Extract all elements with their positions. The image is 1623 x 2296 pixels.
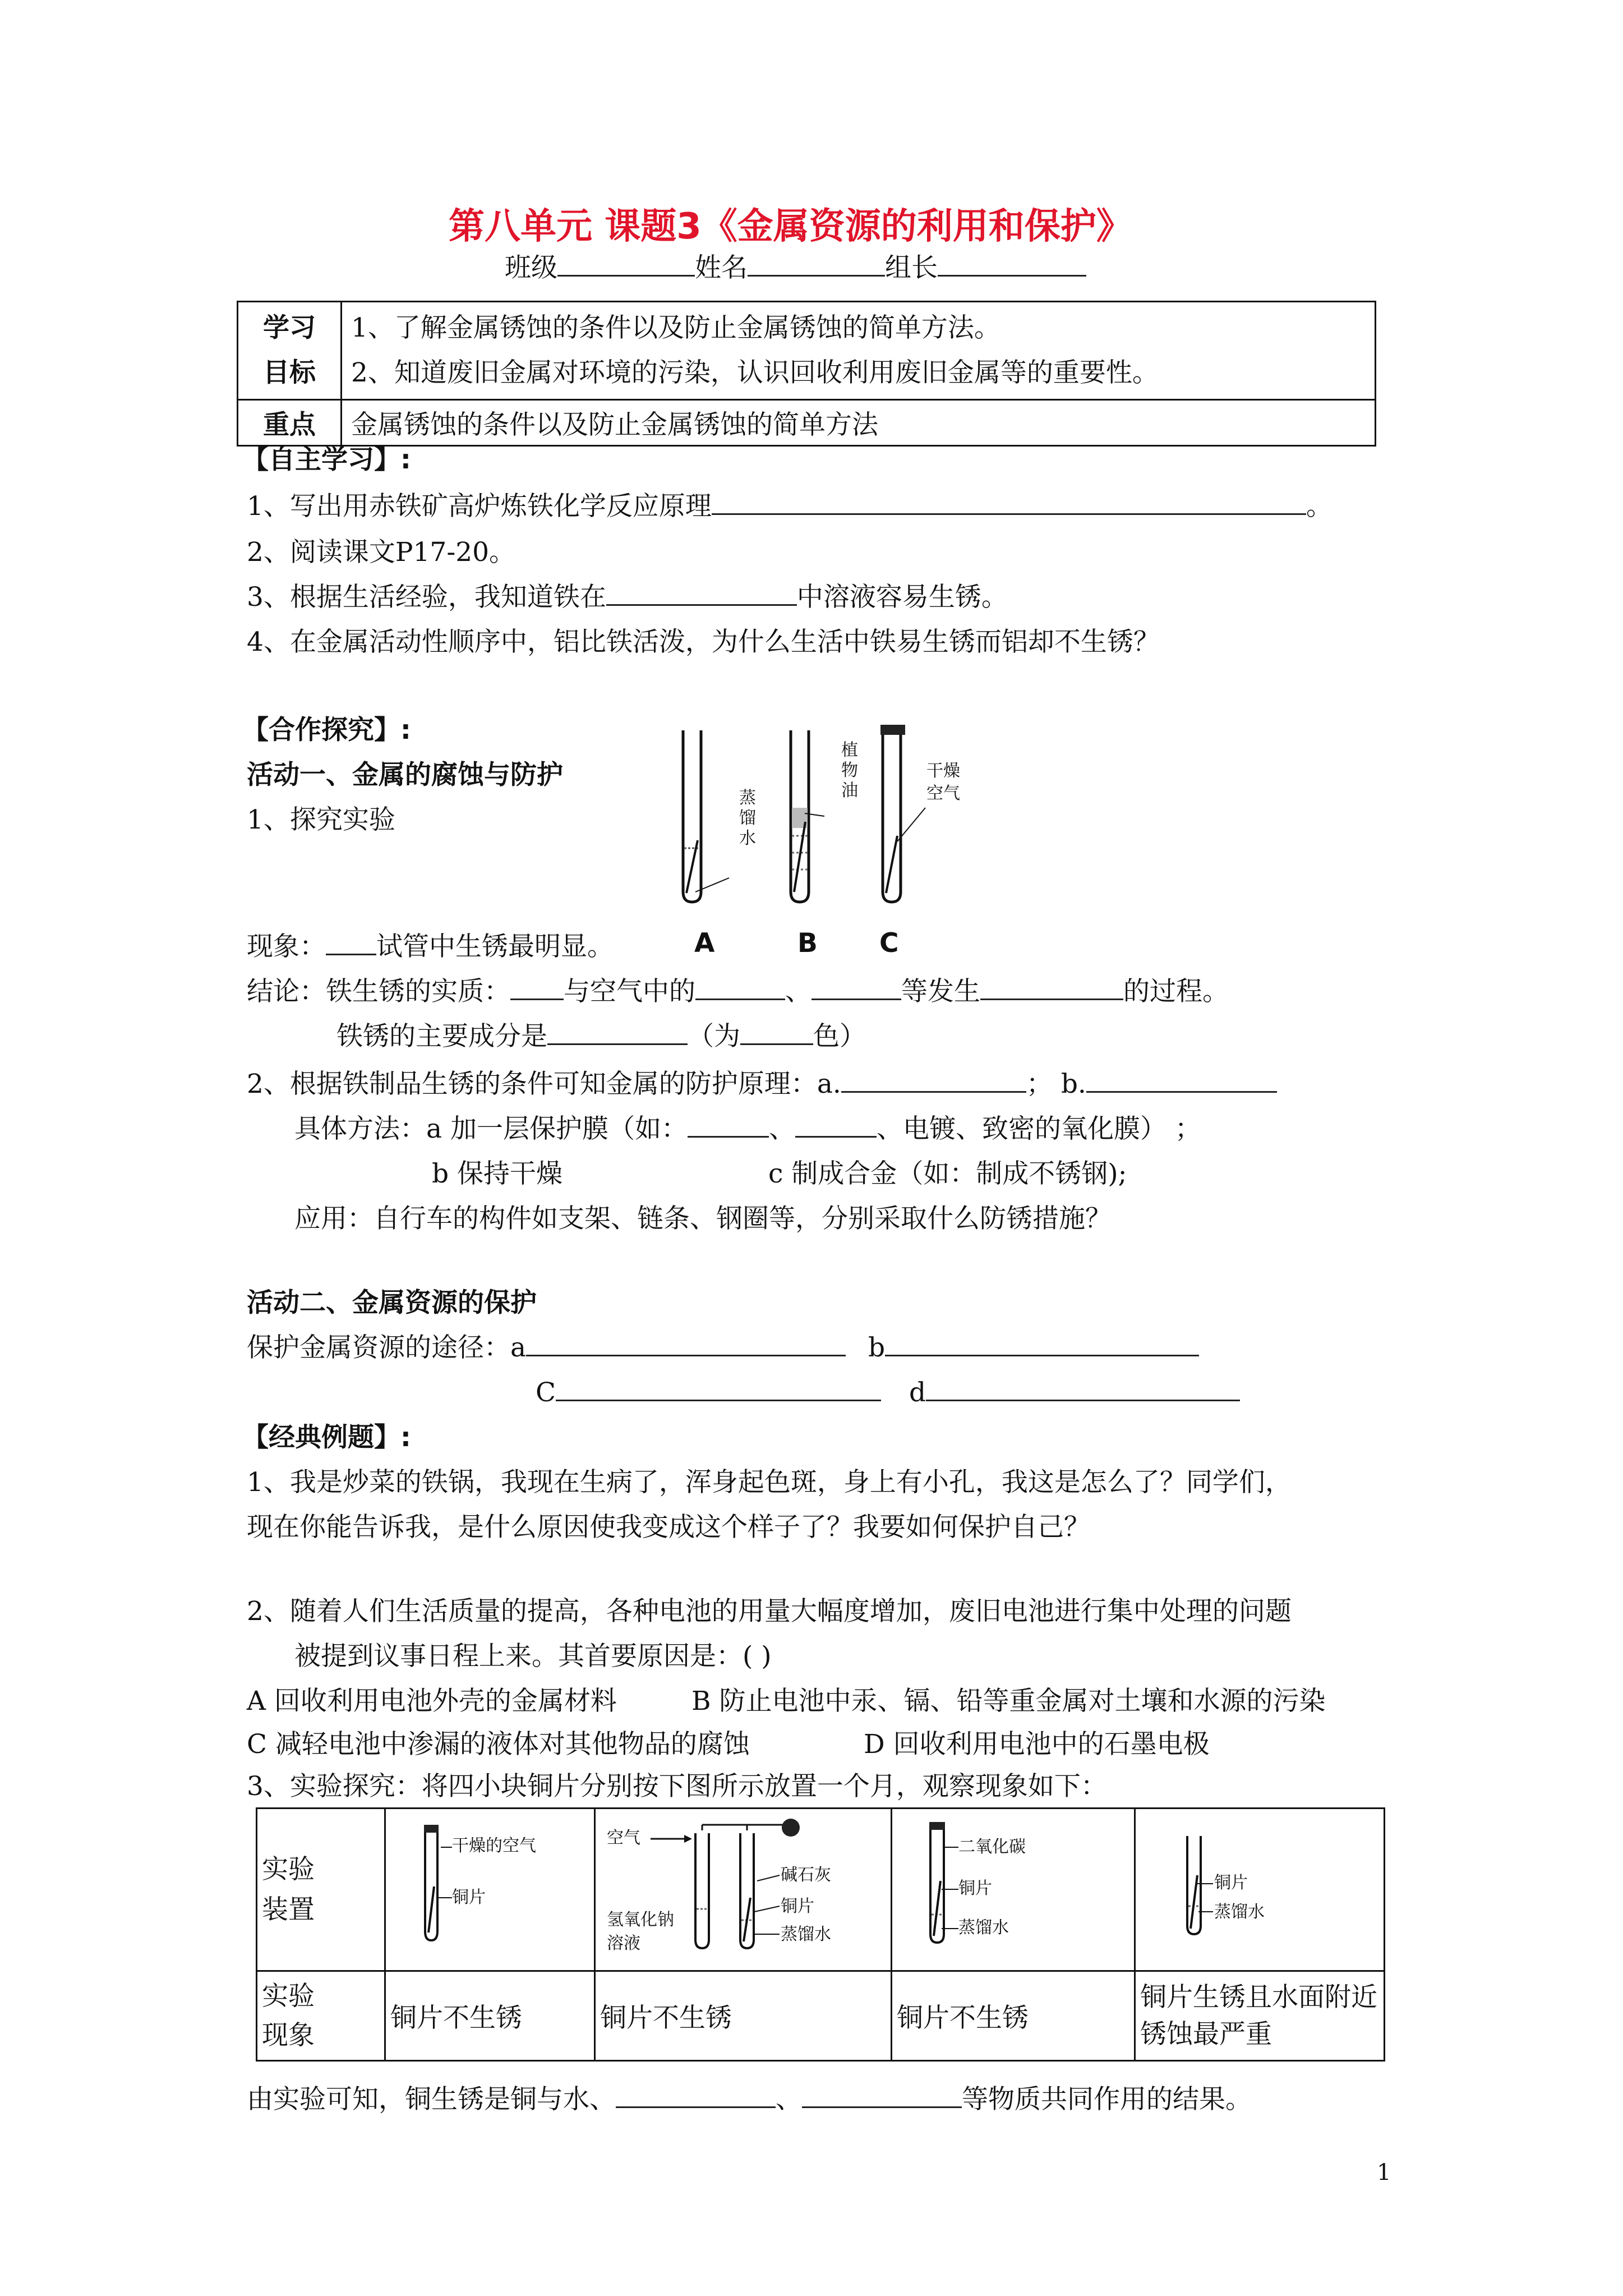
self-study-q2: 2、阅读课文P17-20。 (247, 537, 516, 568)
method-blank-1[interactable] (688, 1114, 769, 1138)
result-3: 铜片不生锈 (892, 1971, 1135, 2061)
final-blank-1[interactable] (616, 2084, 776, 2108)
key-text: 金属锈蚀的条件以及防止金属锈蚀的简单方法 (342, 400, 1376, 446)
apparatus-4-drawing (1140, 1814, 1364, 1959)
apparatus-2-drawing (600, 1814, 880, 1959)
rust-blank-1[interactable] (547, 1021, 688, 1045)
exp1-label: 1、探究实验 (247, 804, 395, 835)
leader-blank[interactable] (938, 252, 1086, 277)
tube-letter-b: B (797, 928, 818, 959)
apparatus-2-air-label: 空气 (607, 1828, 640, 1848)
key-header: 重点 (238, 400, 342, 446)
ways-line-2: C d (536, 1376, 1240, 1410)
way-d-blank[interactable] (926, 1377, 1240, 1401)
final-conclusion: 由实验可知，铜生锈是铜与水、 、 等物质共同作用的结果。 (247, 2084, 1252, 2115)
conclusion-blank-1[interactable] (510, 976, 564, 1000)
class-blank[interactable] (557, 252, 695, 277)
method-blank-2[interactable] (795, 1114, 877, 1138)
conclusion-blank-2[interactable] (695, 976, 785, 1000)
result-4: 铜片生锈且水面附近 锈蚀最严重 (1135, 1971, 1385, 2061)
example2-option-a: A 回收利用电池外壳的金属材料 (247, 1686, 617, 1717)
apparatus-3 (892, 1809, 1135, 1971)
apparatus-header: 实验 装置 (257, 1809, 385, 1971)
apparatus-2-naoh-label: 氢氧化钠 (607, 1910, 674, 1930)
apparatus-4 (1135, 1809, 1385, 1971)
method-line: 具体方法：a 加一层保护膜（如： 、 、电镀、致密的氧化膜） ； (294, 1114, 1201, 1144)
examples-heading: 【经典例题】: (242, 1422, 411, 1453)
test-tubes-figure (662, 724, 976, 909)
self-study-q4: 4、在金属活动性顺序中，铝比铁活泼，为什么生活中铁易生锈而铝却不生锈？ (247, 627, 1160, 657)
goal-text: 1、了解金属锈蚀的条件以及防止金属锈蚀的简单方法。 2、知道废旧金属对环境的污染，认识回收利用废旧金属等的重要性。 (342, 302, 1376, 400)
final-blank-2[interactable] (802, 2084, 962, 2108)
apparatus-3-co2-label: 二氧化碳 (958, 1837, 1026, 1857)
activity2-heading: 活动二、金属资源的保护 (247, 1287, 537, 1318)
protect-blank-b[interactable] (1086, 1069, 1277, 1093)
student-info: 班级 姓名 组长 (505, 251, 1086, 285)
protect-blank-a[interactable] (841, 1069, 1026, 1093)
apparatus-2-soda-lime-label: 碱石灰 (781, 1865, 831, 1885)
goals-table (237, 301, 1376, 447)
example1-line2: 现在你能告诉我，是什么原因使我变成这个样子了？我要如何保护自己？ (247, 1512, 1090, 1543)
name-blank[interactable] (748, 252, 885, 277)
self-study-q3: 3、根据生活经验，我知道铁在 中溶液容易生锈。 (247, 582, 1008, 613)
phenomenon-blank[interactable] (326, 931, 376, 955)
tube-letter-a: A (694, 928, 715, 959)
example1-line1: 1、我是炒菜的铁锅，我现在生病了，浑身起色斑，身上有小孔，我这是怎么了？同学们， (247, 1467, 1292, 1498)
conclusion-line: 结论：铁生锈的实质： 与空气中的 、 等发生 的过程。 (247, 976, 1229, 1007)
q3-blank[interactable] (606, 582, 797, 606)
rust-blank-2[interactable] (740, 1021, 813, 1045)
protect-line: 2、根据铁制品生锈的条件可知金属的防护原理：a. ； b. (247, 1068, 1277, 1101)
example3-line: 3、实验探究：将四小块铜片分别按下图所示放置一个月，观察现象如下： (247, 1771, 1107, 1802)
q1-blank[interactable] (712, 491, 1306, 515)
method-dry: b 保持干燥 (432, 1158, 563, 1189)
tube-c-label: 干燥空气 (926, 761, 960, 803)
copper-experiment-table (256, 1807, 1385, 2062)
application-line: 应用：自行车的构件如支架、链条、钢圈等，分别采取什么防锈措施？ (294, 1203, 1112, 1234)
result-2: 铜片不生锈 (595, 1971, 892, 2061)
example2-option-d: D 回收利用电池中的石墨电极 (864, 1729, 1210, 1760)
example2-option-b: B 防止电池中汞、镉、铅等重金属对土壤和水源的污染 (691, 1686, 1326, 1717)
rust-line: 铁锈的主要成分是 （为 色） (336, 1021, 866, 1052)
apparatus-2-copper-label: 铜片 (781, 1897, 814, 1916)
conclusion-blank-3[interactable] (811, 976, 901, 1000)
way-b-blank[interactable] (885, 1332, 1199, 1356)
tube-letter-c: C (879, 928, 899, 959)
apparatus-4-water-label: 蒸馏水 (1214, 1902, 1265, 1922)
apparatus-3-copper-label: 铜片 (958, 1879, 992, 1898)
page-title: 第八单元 课题3《金属资源的利用和保护》 (449, 206, 1132, 247)
self-study-heading: 【自主学习】: (242, 444, 411, 475)
method-alloy: c 制成合金（如：制成不锈钢); (768, 1158, 1127, 1189)
apparatus-1-air-label: 干燥的空气 (452, 1836, 536, 1856)
apparatus-2 (595, 1809, 892, 1971)
apparatus-2-solution-label: 溶液 (607, 1934, 640, 1953)
goal-header: 学习 目标 (238, 302, 342, 400)
example2-option-c: C 减轻电池中渗漏的液体对其他物品的腐蚀 (247, 1729, 750, 1760)
example2-line2: 被提到议事日程上来。其首要原因是：( ) (294, 1641, 772, 1672)
apparatus-1-copper-label: 铜片 (452, 1888, 486, 1907)
way-c-blank[interactable] (556, 1377, 881, 1401)
way-a-blank[interactable] (526, 1332, 846, 1356)
self-study-q1: 1、写出用赤铁矿高炉炼铁化学反应原理 。 (247, 491, 1332, 522)
ways-line-1: 保护金属资源的途径：a b (247, 1331, 1199, 1365)
example2-line1: 2、随着人们生活质量的提高，各种电池的用量大幅度增加，废旧电池进行集中处理的问题 (247, 1596, 1292, 1627)
page-number: 1 (1377, 2160, 1391, 2185)
apparatus-1 (385, 1809, 595, 1971)
apparatus-2-water-label: 蒸馏水 (781, 1925, 831, 1944)
tube-b-label: 植物油 (841, 740, 858, 800)
phenomenon-line: 现象： 试管中生锈最明显。 (247, 931, 614, 962)
apparatus-4-copper-label: 铜片 (1214, 1873, 1248, 1893)
apparatus-3-water-label: 蒸馏水 (958, 1918, 1009, 1938)
activity1-heading: 活动一、金属的腐蚀与防护 (247, 760, 563, 790)
tube-a-label: 蒸馏水 (739, 788, 756, 848)
coop-heading: 【合作探究】: (242, 715, 411, 746)
conclusion-blank-4[interactable] (980, 976, 1123, 1000)
result-header: 实验 现象 (257, 1971, 385, 2061)
result-1: 铜片不生锈 (385, 1971, 595, 2061)
